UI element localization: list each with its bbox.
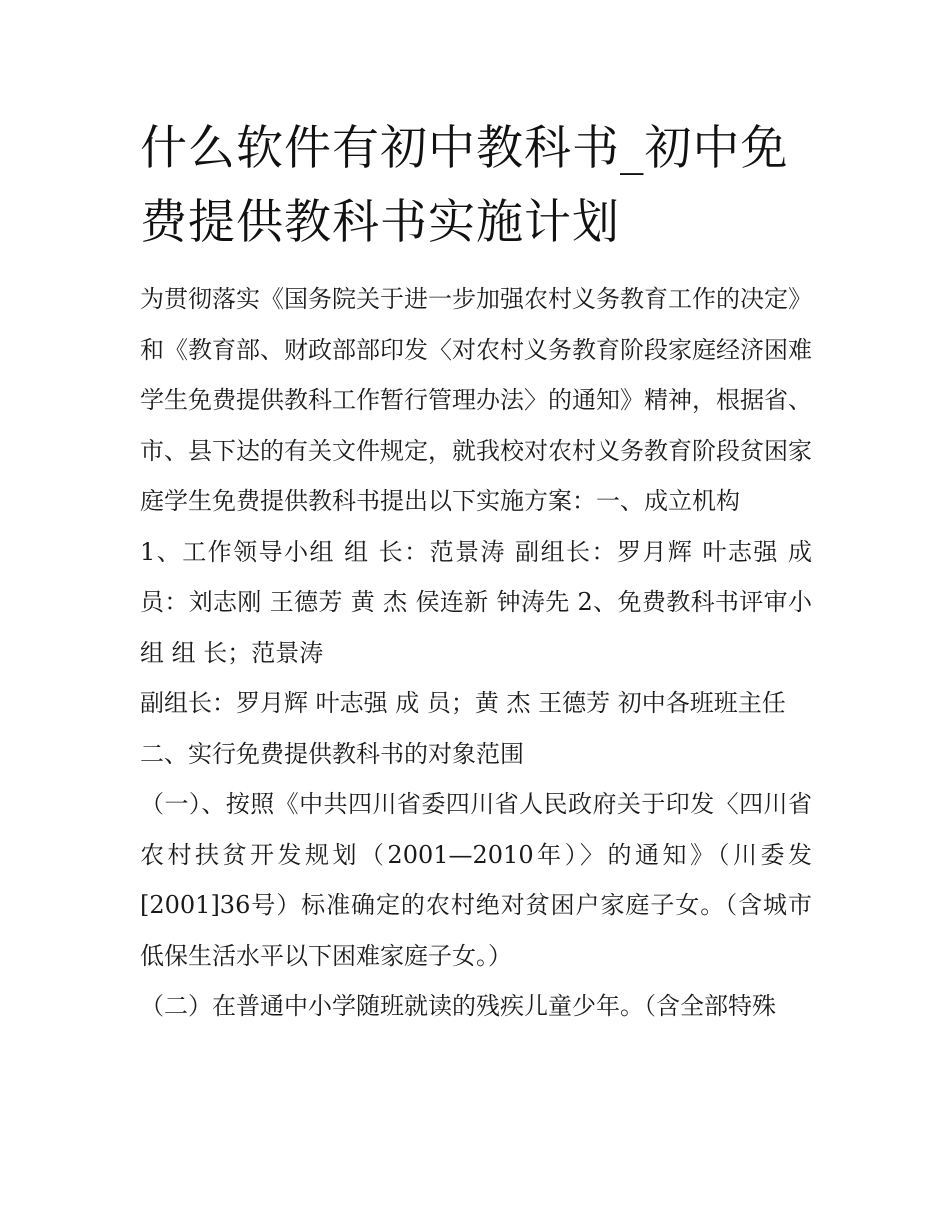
paragraph-item-one: （一）、按照《中共四川省委四川省人民政府关于印发〈四川省农村扶贫开发规划（2001—2010年）〉的通知》（川委发[2001]36号）标准确定的农村绝对贫困户家庭子女。（含城市低保生活水平以下困难家庭子女。） bbox=[140, 790, 812, 970]
paragraph-item-two: （二）在普通中小学随班就读的残疾儿童少年。（含全部特殊 bbox=[140, 992, 776, 1020]
document-title: 什么软件有初中教科书_初中免费提供教科书实施计划 bbox=[140, 121, 789, 250]
paragraph-leading-group: 1、工作领导小组 组 长：范景涛 副组长：罗月辉 叶志强 成 员：刘志刚 王德芳 黄 杰 侯连新 钟涛先 2、免费教科书评审小组 组 长；范景涛 bbox=[140, 537, 812, 667]
paragraph-vice-leaders: 副组长：罗月辉 叶志强 成 员；黄 杰 王德芳 初中各班班主任 bbox=[140, 689, 786, 717]
paragraph-intro: 为贯彻落实《国务院关于进一步加强农村义务教育工作的决定》和《教育部、财政部部印发〈对农村义务教育阶段家庭经济困难学生免费提供教科工作暂行管理办法〉的通知》精神，根据省、市、县下达的有关文件规定，就我校对农村义务教育阶段贫困家庭学生免费提供教科书提出以下实施方案：一、成立机构 bbox=[140, 285, 812, 515]
document-page bbox=[140, 112, 812, 1032]
document-body bbox=[140, 274, 812, 1032]
paragraph-section-two-heading: 二、实行免费提供教科书的对象范围 bbox=[140, 739, 524, 768]
